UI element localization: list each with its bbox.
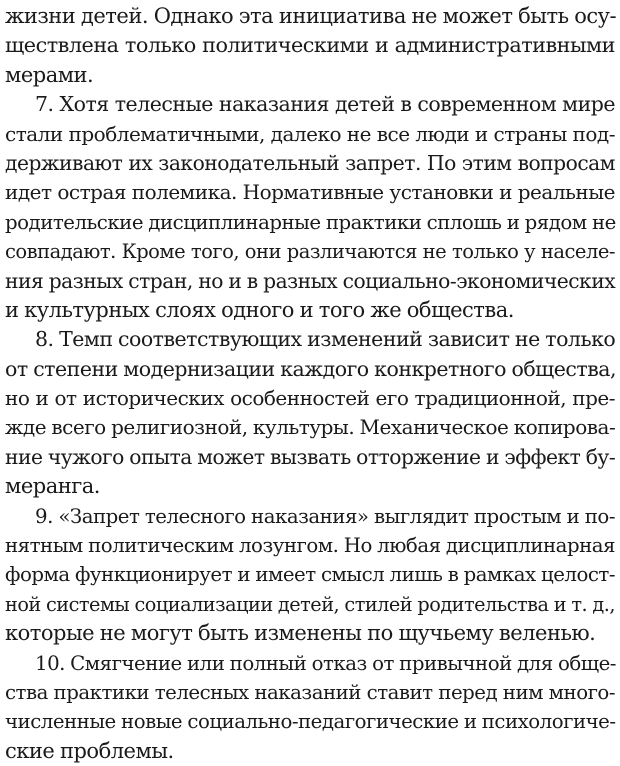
text-line: меранга. [5, 474, 100, 499]
text-line: родительские дисциплинарные практики сплошь и рядом не [5, 210, 616, 234]
text-line: 9. «Запрет телесного наказания» выглядит простым и по- [35, 504, 615, 528]
text-line: ществлена только политическими и административными [5, 33, 615, 58]
text-line: ной системы социализации детей, стилей родительства и т. д., [5, 592, 615, 616]
text-line: мерами. [5, 62, 94, 87]
text-line: которые не могут быть изменены по щучьему веленью. [5, 621, 596, 646]
text-line: ские проблемы. [5, 738, 174, 763]
text-block [5, 2, 615, 766]
text-line: ния разных стран, но и в разных социально-экономических [5, 268, 616, 293]
text-line: 8. Темп соответствующих изменений зависит не только [35, 327, 616, 352]
text-line: совпадают. Кроме того, они различаются не только у населе- [5, 240, 615, 264]
text-line: численные новые социально-педагогические и психологиче- [5, 710, 616, 734]
text-line: 7. Хотя телесные наказания детей в современном мире [35, 92, 615, 117]
text-line: ства практики телесных наказаний ставит перед ним много- [5, 680, 615, 704]
text-line: держивают их законодательный запрет. По этим вопросам [5, 150, 615, 175]
text-line: от степени модернизации каждого конкретного общества, [5, 356, 616, 381]
text-line: идет острая полемика. Нормативные установки и реальные [5, 180, 615, 205]
text-line: но и от исторических особенностей его традиционной, пре- [5, 386, 615, 411]
text-line: жде всего религиозной, культуры. Механическое копирова- [5, 415, 616, 440]
text-line: форма функционирует и имеет смысл лишь в рамках целост- [5, 563, 615, 587]
text-line: стали проблематичными, далеко не все люди и страны под- [5, 121, 615, 146]
text-line: нятным политическим лозунгом. Но любая дисциплинарная [5, 534, 615, 558]
text-line: и культурных слоях одного и того же общества. [5, 297, 514, 322]
text-line: 10. Смягчение или полный отказ от привычной для обще- [35, 651, 616, 675]
text-line: жизни детей. Однако эта инициатива не может быть осу- [5, 4, 617, 28]
text-line: ние чужого опыта может вызвать отторжение и эффект бу- [5, 444, 616, 469]
document-page [5, 2, 615, 766]
